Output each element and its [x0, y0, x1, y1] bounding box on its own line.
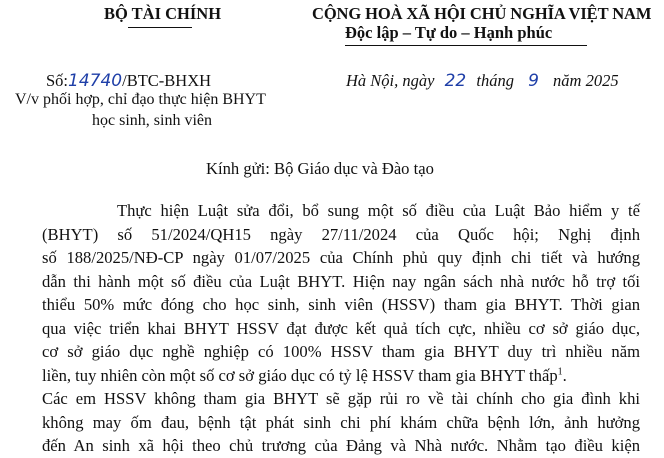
body-line: đến An sinh xã hội theo chủ trương của Đảng và Nhà nước. Nhằm tạo điều kiện: [42, 436, 640, 455]
body-line: dẫn thi hành một số điều của Luật BHYT. Hiện nay ngân sách nhà nước hỗ trợ tối: [42, 271, 640, 291]
body-paragraph: [42, 199, 640, 458]
recipient: Kính gửi: Bộ Giáo dục và Đào tạo: [206, 159, 434, 178]
body-line-with-footnote: liền, tuy nhiên còn một số cơ sở giáo dục có tỷ lệ HSSV tham gia BHYT thấp$^1$.: [42, 365, 567, 385]
handwritten-doc-number: 14740: [68, 71, 123, 91]
body-line: Các em HSSV không tham gia BHYT sẽ gặp rủi ro về tài chính cho gia đình khi: [42, 389, 640, 408]
motto-underline: [345, 45, 587, 46]
body-line: qua việc triển khai BHYT HSSV đạt được kết quả tích cực, nhiều cơ sở giáo dục,: [42, 318, 640, 338]
document-number: Số:14740/BTC-BHXH: [46, 71, 212, 91]
footnote-marker[interactable]: 1: [557, 365, 563, 377]
subject-line-2: học sinh, sinh viên: [92, 112, 212, 129]
body-line: (BHYT) số 51/2024/QH15 ngày 27/11/2024 của Quốc hội; Nghị định: [42, 224, 640, 244]
body-line: thiểu 50% mức đóng cho học sinh, sinh viên (HSSV) tham gia BHYT. Thời gian: [42, 295, 640, 314]
ministry-name: BỘ TÀI CHÍNH: [104, 4, 222, 23]
body-line: Thực hiện Luật sửa đổi, bổ sung một số điều của Luật Bảo hiểm y tế: [117, 201, 640, 220]
ministry-underline: [128, 27, 192, 28]
motto: Độc lập – Tự do – Hạnh phúc: [345, 23, 553, 42]
body-line: số 188/2025/NĐ-CP ngày 01/07/2025 của Chính phủ quy định chi tiết và hướng: [42, 248, 640, 267]
body-line: cơ sở giáo dục nghề nghiệp có 100% HSSV tham gia BHYT duy trì nhiều năm: [42, 342, 640, 361]
handwritten-month: 9: [528, 71, 539, 91]
nation-title: CỘNG HOÀ XÃ HỘI CHỦ NGHĨA VIỆT NAM: [312, 4, 652, 23]
handwritten-day: 22: [444, 71, 467, 91]
subject-line-1: V/v phối hợp, chỉ đạo thực hiện BHYT: [15, 91, 266, 108]
body-line: không may ốm đau, bệnh tật phát sinh chi phí khám chữa bệnh lớn, ảnh hưởng: [42, 412, 640, 432]
document-date: Hà Nội, ngày 22 tháng 9 năm 2025: [346, 71, 619, 91]
